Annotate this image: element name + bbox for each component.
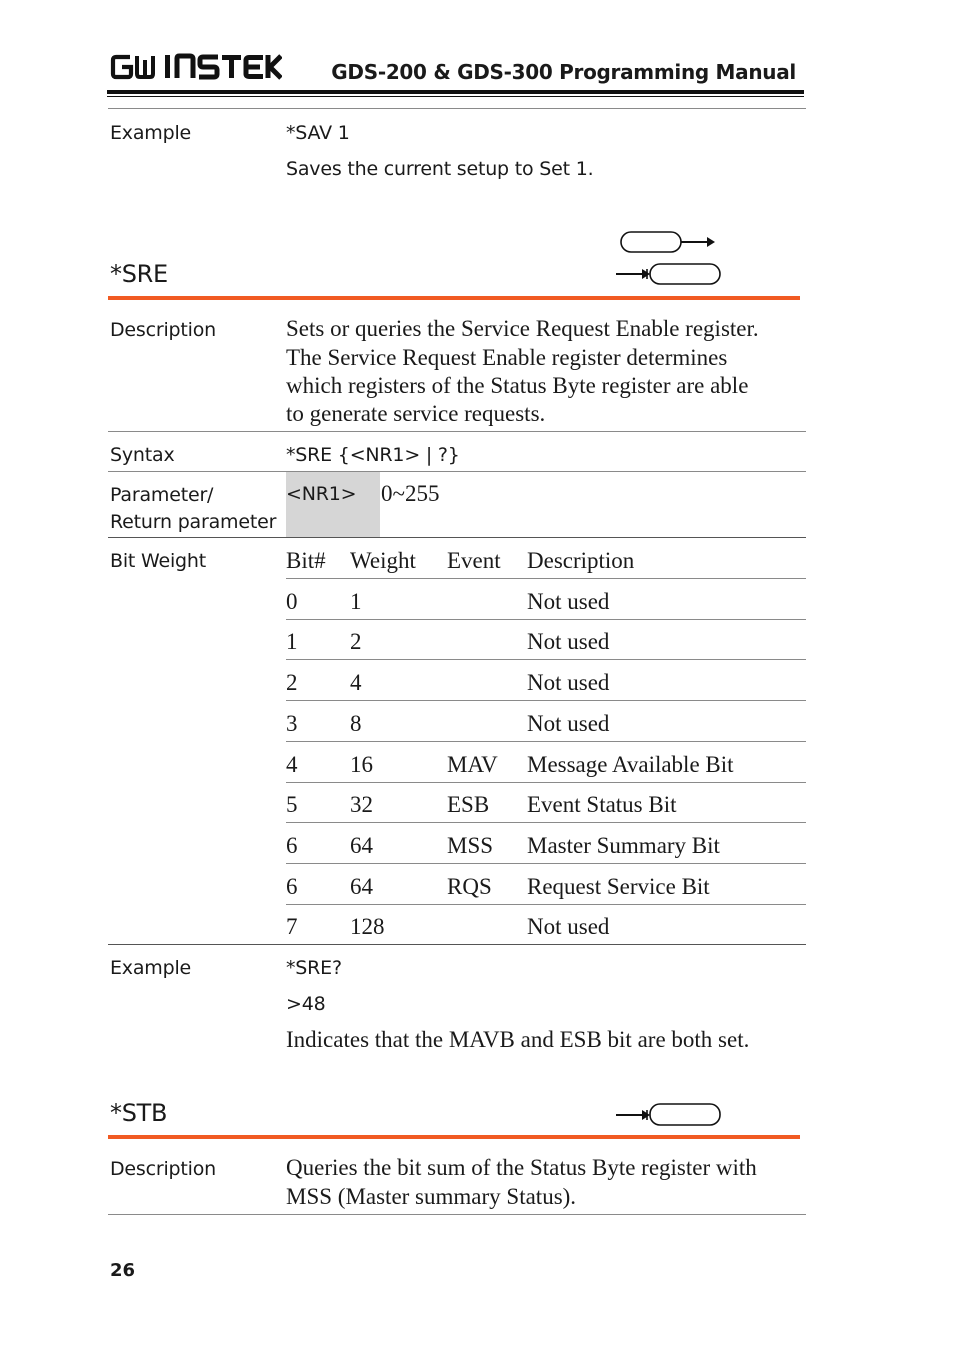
table-divider — [286, 822, 806, 823]
table-header: Bit# — [286, 548, 326, 573]
set-command-icon — [614, 229, 724, 289]
weight-cell: 8 — [350, 710, 362, 736]
description-line: MSS (Master summary Status). — [286, 1184, 577, 1209]
table-divider — [286, 700, 806, 701]
event-cell: MAV — [447, 751, 498, 777]
description-line: to generate service requests. — [286, 401, 546, 426]
table-divider — [286, 578, 806, 579]
parameter-name: <NR1> — [286, 483, 357, 505]
syntax-value: *SRE {<NR1> | ?} — [286, 444, 460, 466]
description-cell: Message Available Bit — [527, 751, 734, 777]
weight-cell: 16 — [350, 751, 373, 777]
page-number: 26 — [110, 1260, 136, 1281]
query-command-icon — [616, 264, 720, 284]
description-cell: Not used — [527, 588, 610, 614]
weight-cell: 4 — [350, 670, 362, 696]
divider — [108, 108, 806, 109]
divider — [108, 537, 806, 538]
event-cell: MSS — [447, 832, 494, 858]
divider — [108, 431, 806, 432]
description-cell: Request Service Bit — [527, 873, 710, 899]
description-cell: Not used — [527, 914, 610, 940]
bit-cell: 7 — [286, 914, 298, 940]
description-cell: Not used — [527, 629, 610, 655]
example-label: Example — [110, 122, 192, 144]
description-cell: Event Status Bit — [527, 792, 677, 818]
description-line: Sets or queries the Service Request Enable register. — [286, 316, 759, 341]
section-rule-sre — [108, 296, 800, 300]
event-cell: ESB — [447, 792, 490, 818]
header-rule — [107, 90, 804, 94]
query-command-icon — [614, 1100, 724, 1130]
weight-cell: 64 — [350, 873, 373, 899]
bit-weight-label: Bit Weight — [110, 550, 206, 572]
divider — [108, 1214, 806, 1215]
bit-cell: 2 — [286, 670, 298, 696]
description-label: Description — [110, 1158, 217, 1180]
table-divider — [286, 619, 806, 620]
bit-cell: 3 — [286, 710, 298, 736]
description-label: Description — [110, 319, 217, 341]
table-divider — [286, 659, 806, 660]
weight-cell: 2 — [350, 629, 362, 655]
example-query: *SRE? — [286, 957, 342, 979]
weight-cell: 1 — [350, 588, 362, 614]
table-divider — [286, 741, 806, 742]
event-cell: RQS — [447, 873, 492, 899]
example-note: Indicates that the MAVB and ESB bit are both set. — [286, 1027, 750, 1052]
description-cell: Not used — [527, 710, 610, 736]
example-note: Saves the current setup to Set 1. — [286, 158, 594, 180]
table-header: Event — [447, 548, 501, 573]
example-label: Example — [110, 957, 192, 979]
table-divider — [286, 782, 806, 783]
parameter-range: 0~255 — [381, 481, 440, 506]
table-divider — [286, 904, 806, 905]
table-divider — [286, 863, 806, 864]
table-divider — [108, 944, 806, 945]
table-header: Weight — [350, 548, 416, 573]
bit-cell: 6 — [286, 832, 298, 858]
parameter-label: Parameter/ — [110, 484, 214, 506]
bit-cell: 1 — [286, 629, 298, 655]
example-response: >48 — [286, 993, 326, 1015]
description-line: which registers of the Status Byte register are able — [286, 373, 749, 398]
stb-heading: *STB — [110, 1099, 168, 1127]
weight-cell: 64 — [350, 832, 373, 858]
section-rule-stb — [108, 1135, 800, 1139]
bit-cell: 6 — [286, 873, 298, 899]
description-cell: Master Summary Bit — [527, 832, 720, 858]
syntax-label: Syntax — [110, 444, 175, 466]
table-header: Description — [527, 548, 635, 573]
description-line: Queries the bit sum of the Status Byte register with — [286, 1155, 757, 1180]
bit-cell: 0 — [286, 588, 298, 614]
divider — [108, 471, 806, 472]
description-line: The Service Request Enable register determines — [286, 345, 728, 370]
gw-instek-logo — [110, 52, 282, 82]
weight-cell: 128 — [350, 914, 385, 940]
bit-cell: 5 — [286, 792, 298, 818]
example-command: *SAV 1 — [286, 122, 350, 144]
weight-cell: 32 — [350, 792, 373, 818]
sre-heading: *SRE — [110, 260, 168, 288]
manual-title: GDS-200 & GDS-300 Programming Manual — [331, 60, 796, 84]
description-cell: Not used — [527, 670, 610, 696]
bit-cell: 4 — [286, 751, 298, 777]
return-parameter-label: Return parameter — [110, 511, 277, 533]
header-rule-thin — [107, 96, 804, 97]
